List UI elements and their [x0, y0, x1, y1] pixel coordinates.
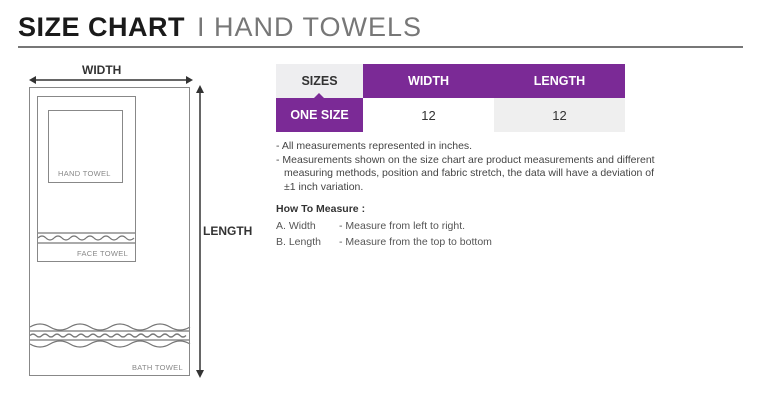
- header-notch: [313, 93, 325, 99]
- size-table: [276, 64, 625, 132]
- measure-value: - Measure from left to right.: [339, 220, 466, 232]
- note-line: ±1 inch variation.: [284, 180, 364, 193]
- table-row: [276, 98, 625, 132]
- note-line: - Measurements shown on the size chart are product measurements and different: [276, 153, 655, 166]
- header-sizes: [276, 64, 363, 98]
- note-line: measuring methods, position and fabric stretch, the data will have a deviation of: [284, 167, 655, 179]
- header-width: WIDTH: [363, 64, 494, 98]
- length-label: LENGTH: [203, 224, 253, 238]
- face-towel-label: FACE TOWEL: [77, 249, 129, 258]
- measure-item: [276, 236, 492, 248]
- header-divider: [18, 46, 743, 48]
- table-header-row: [276, 64, 625, 98]
- towel-diagram: [0, 55, 260, 395]
- how-to-measure-title: How To Measure :: [276, 203, 366, 215]
- row-length-cell: 12: [494, 98, 625, 132]
- row-size-cell: ONE SIZE: [276, 98, 363, 132]
- page-header: [18, 12, 422, 46]
- hand-towel-label: HAND TOWEL: [58, 169, 111, 178]
- measure-key: B. Length: [276, 236, 321, 248]
- row-width-cell: 12: [363, 98, 494, 132]
- measurement-notes: [276, 140, 736, 194]
- header-length: LENGTH: [494, 64, 625, 98]
- bath-towel-label: BATH TOWEL: [132, 363, 183, 372]
- note-line: - All measurements represented in inches.: [276, 140, 473, 152]
- header-sizes-label: SIZES: [301, 74, 338, 88]
- measure-item: [276, 220, 465, 232]
- measure-value: - Measure from the top to bottom: [339, 236, 492, 248]
- page-subtitle: I HAND TOWELS: [197, 12, 423, 42]
- width-label: WIDTH: [82, 63, 122, 77]
- page-title: SIZE CHART: [18, 12, 185, 42]
- measure-key: A. Width: [276, 220, 316, 232]
